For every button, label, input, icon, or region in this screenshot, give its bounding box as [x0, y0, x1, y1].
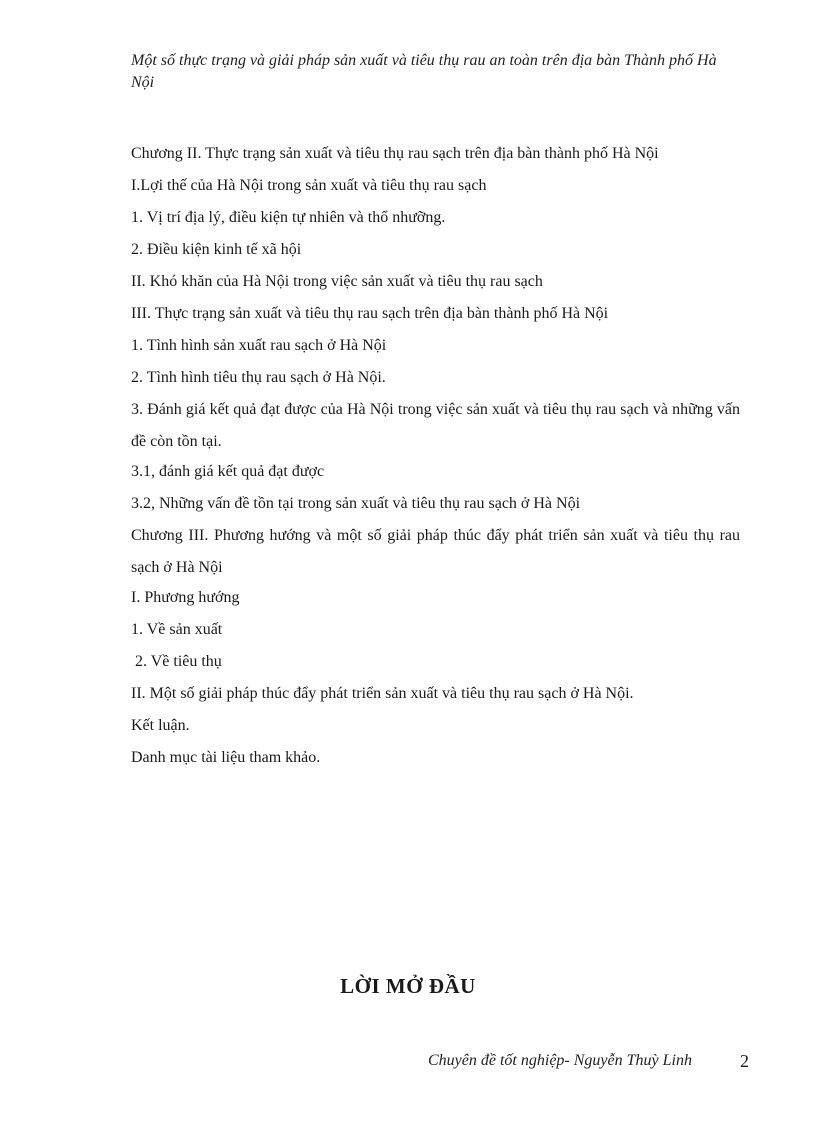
toc-line: I. Phương hướng — [131, 589, 240, 606]
page-footer: Chuyên đề tốt nghiệp- Nguyễn Thuỳ Linh — [428, 1052, 692, 1069]
toc-line: Kết luận. — [131, 717, 190, 734]
toc-line: 2. Điều kiện kinh tế xã hội — [131, 241, 302, 258]
toc-line: I.Lợi thế của Hà Nội trong sản xuất và tiêu thụ rau sạch — [131, 177, 487, 194]
toc-line: 3.1, đánh giá kết quả đạt được — [131, 463, 325, 480]
toc-line: Danh mục tài liệu tham khảo. — [131, 749, 321, 766]
toc-line: II. Khó khăn của Hà Nội trong việc sản xuất và tiêu thụ rau sạch — [131, 273, 543, 290]
section-heading: LỜI MỞ ĐẦU — [340, 974, 476, 998]
table-of-contents — [131, 140, 740, 776]
toc-line: 1. Tình hình sản xuất rau sạch ở Hà Nội — [131, 337, 387, 354]
toc-line: 2. Tình hình tiêu thụ rau sạch ở Hà Nội. — [131, 369, 386, 386]
toc-line: 2. Về tiêu thụ — [131, 653, 222, 670]
toc-line: III. Thực trạng sản xuất và tiêu thụ rau sạch trên địa bàn thành phố Hà Nội — [131, 305, 609, 322]
toc-line: II. Một số giải pháp thúc đẩy phát triển sản xuất và tiêu thụ rau sạch ở Hà Nội. — [131, 685, 634, 702]
toc-line: 3. Đánh giá kết quả đạt được của Hà Nội trong việc sản xuất và tiêu thụ rau sạch và những vấn đề còn tồn tại. — [131, 401, 740, 450]
toc-line: 1. Vị trí địa lý, điều kiện tự nhiên và thổ nhưỡng. — [131, 209, 446, 226]
toc-line: 3.2, Những vấn đề tồn tại trong sản xuất và tiêu thụ rau sạch ở Hà Nội — [131, 495, 581, 512]
page-number: 2 — [740, 1051, 749, 1071]
page-header: Một số thực trạng và giải pháp sản xuất và tiêu thụ rau an toàn trên địa bàn Thành phố Hà Nội — [131, 52, 717, 91]
toc-line: Chương III. Phương hướng và một số giải pháp thúc đẩy phát triển sản xuất và tiêu thụ rau sạch ở Hà Nội — [131, 527, 740, 576]
toc-line: Chương II. Thực trạng sản xuất và tiêu thụ rau sạch trên địa bàn thành phố Hà Nội — [131, 145, 659, 162]
toc-line: 1. Về sản xuất — [131, 621, 223, 638]
